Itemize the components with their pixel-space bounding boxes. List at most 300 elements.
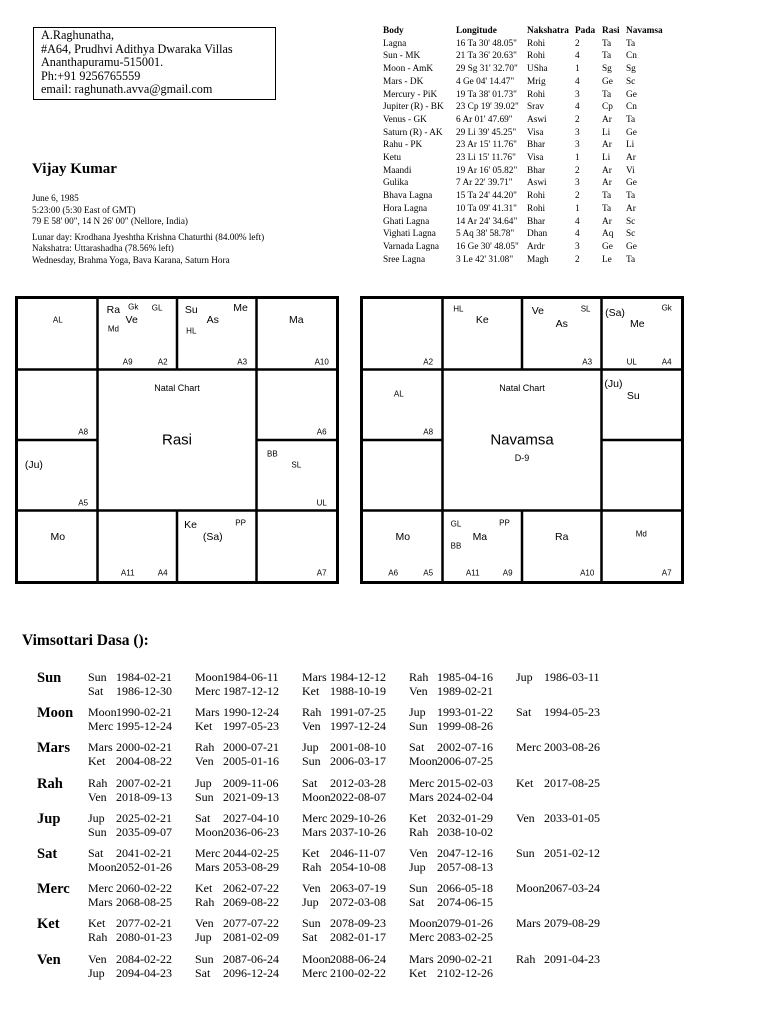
sub-period-planet: Ven [195, 754, 214, 769]
sub-period-planet: Mars [409, 951, 434, 966]
sub-period-planet: Mars [88, 740, 113, 755]
chart-title: Natal Chart [154, 383, 200, 393]
table-cell: Ge [626, 178, 637, 189]
dasa-sub-period [88, 860, 194, 875]
table-cell: Aswi [527, 114, 547, 125]
chart-planet: Su [184, 304, 198, 317]
col-rasi: Rasi [602, 26, 620, 36]
chart-planet: Ma [288, 314, 304, 327]
dasa-sub-period [88, 705, 194, 720]
table-cell: Saturn (R) - AK [383, 127, 443, 138]
chart-house-number: A5 [78, 498, 89, 507]
dasa-sub-period [302, 740, 408, 755]
dasa-sub-period [88, 811, 194, 826]
chart-planet: Me [629, 317, 645, 330]
table-cell: Ta [626, 38, 636, 49]
dasa-sub-period [409, 966, 515, 981]
table-cell: Aq [602, 229, 614, 240]
sub-period-planet: Sat [409, 895, 425, 910]
table-cell: Li [602, 153, 611, 164]
sub-period-date: 2033-01-05 [544, 810, 600, 825]
sub-period-date: 2000-07-21 [223, 740, 279, 755]
sub-period-date: 2002-07-16 [437, 740, 493, 755]
sub-period-planet: Mars [195, 705, 220, 720]
table-cell: 4 [575, 229, 580, 240]
sub-period-date: 2041-02-21 [116, 845, 172, 860]
sub-period-date: 2003-08-26 [544, 740, 600, 755]
sub-period-planet: Sun [88, 670, 107, 684]
table-cell: Ta [626, 191, 636, 202]
dasa-sub-period [409, 754, 515, 769]
chart-house-number: A11 [465, 568, 480, 578]
dasa-sub-period [195, 846, 301, 861]
table-cell: 3 [575, 178, 580, 189]
table-cell: Ar [602, 114, 612, 125]
sub-period-date: 2035-09-07 [116, 824, 172, 839]
sub-period-planet: Moon [409, 754, 438, 769]
table-header [383, 25, 666, 38]
dasa-sub-period [302, 916, 408, 931]
sub-period-date: 2087-06-24 [223, 951, 279, 966]
dasa-sub-period [88, 719, 194, 734]
col-longitude: Longitude [456, 26, 497, 36]
table-cell: Ar [602, 178, 612, 189]
sub-period-date: 2078-09-23 [330, 916, 386, 931]
dasa-period-name: Ven [37, 951, 61, 968]
dasa-sub-period [88, 754, 194, 769]
chart-house-number: A8 [78, 427, 89, 437]
sub-period-date: 2067-03-24 [544, 881, 600, 896]
table-cell: Vighati Lagna [383, 229, 436, 240]
sub-period-planet: Sat [88, 684, 104, 698]
birth-date: June 6, 1985 [32, 193, 79, 203]
col-pada: Pada [575, 26, 596, 36]
dasa-sub-period [88, 966, 194, 981]
table-cell: 16 Ta 30' 48.05" [456, 38, 517, 49]
table-cell: 7 Ar 22' 39.71" [456, 178, 513, 189]
chart-house-number: A6 [388, 568, 399, 578]
sub-period-planet: Sun [302, 754, 321, 769]
table-cell: 4 [575, 216, 580, 227]
table-cell: 29 Sg 31' 32.70" [456, 64, 518, 75]
table-cell: Ge [626, 241, 637, 252]
sub-period-planet: Sat [88, 845, 104, 860]
sub-period-date: 1991-07-25 [330, 705, 386, 720]
table-row [383, 114, 666, 127]
chart-planet: Mo [395, 531, 411, 544]
table-cell: 23 Li 15' 11.76" [456, 153, 516, 164]
sub-period-planet: Sat [409, 740, 425, 755]
dasa-sub-period [516, 811, 622, 826]
sub-period-date: 1997-12-24 [330, 719, 386, 734]
table-cell: Ta [602, 38, 612, 49]
table-cell: 10 Ta 09' 41.31" [456, 203, 517, 214]
table-row [383, 165, 666, 178]
sub-period-date: 2080-01-23 [116, 930, 172, 945]
table-cell: Sree Lagna [383, 254, 426, 265]
sub-period-planet: Moon [302, 951, 331, 966]
table-cell: 21 Ta 36' 20.63" [456, 51, 517, 62]
dasa-sub-period [302, 966, 408, 981]
sub-period-date: 2015-02-03 [437, 775, 493, 790]
table-cell: Sun - MK [383, 51, 421, 62]
chart-house-number: A7 [661, 568, 672, 578]
sub-period-date: 1990-02-21 [116, 705, 172, 720]
sub-period-planet: Merc [195, 845, 221, 860]
sub-period-planet: Moon [516, 881, 545, 896]
sub-period-planet: Moon [195, 824, 224, 839]
sub-period-planet: Jup [302, 895, 319, 910]
dasa-sub-period [302, 860, 408, 875]
chart-house-number: A10 [314, 357, 329, 366]
dasa-sub-period [88, 776, 194, 791]
dasa-sub-period [195, 966, 301, 981]
table-cell: 3 [575, 89, 580, 100]
dasa-sub-period [195, 719, 301, 734]
dasa-sub-period [409, 895, 515, 910]
table-cell: Aswi [527, 178, 547, 189]
chart-house-number: A3 [237, 357, 248, 366]
dasa-sub-period [302, 790, 408, 805]
table-cell: Sg [626, 64, 636, 75]
sub-period-planet: Ket [88, 916, 106, 931]
chart-house-number: A11 [120, 568, 135, 578]
table-cell: Ar [626, 203, 636, 214]
dasa-sub-period [409, 705, 515, 720]
chart-planet: Md [107, 324, 119, 334]
sub-period-planet: Sat [195, 965, 211, 980]
sub-period-date: 2022-08-07 [330, 789, 386, 804]
dasa-period-name: Moon [37, 705, 74, 722]
dasa-sub-period [409, 930, 515, 945]
table-cell: 2 [575, 114, 580, 125]
sub-period-planet: Mars [516, 916, 541, 931]
sub-period-planet: Sat [302, 775, 318, 790]
sub-period-planet: Merc [409, 930, 435, 945]
table-cell: 4 [575, 51, 580, 62]
table-cell: Ar [602, 140, 612, 151]
dasa-sub-period [195, 811, 301, 826]
chart-planet: Ra [106, 303, 121, 316]
sub-period-planet: Mars [409, 789, 434, 804]
table-row [383, 38, 666, 51]
sub-period-date: 1999-08-26 [437, 719, 493, 734]
sub-period-date: 2054-10-08 [330, 859, 386, 874]
sub-period-planet: Moon [88, 705, 117, 720]
table-cell: Ge [602, 241, 613, 252]
table-cell: 4 [575, 76, 580, 87]
table-cell: Rohi [527, 38, 546, 49]
dasa-sub-period [302, 952, 408, 967]
dasa-sub-period [195, 916, 301, 931]
chart-planet: GL [151, 303, 163, 313]
sub-period-date: 2017-08-25 [544, 775, 600, 790]
col-nakshatra: Nakshatra [527, 26, 569, 36]
sub-period-planet: Sun [302, 916, 321, 931]
chart-planet: (Sa) [202, 531, 223, 544]
sub-period-planet: Ket [516, 775, 534, 790]
sub-period-planet: Rah [195, 740, 215, 755]
chart-house-number: A2 [157, 357, 168, 366]
chart-house-number: A4 [157, 568, 168, 578]
table-cell: Rohi [527, 203, 546, 214]
table-cell: Ta [602, 203, 612, 214]
table-row [383, 241, 666, 254]
dasa-sub-period [195, 895, 301, 910]
chart-planet: Me [233, 302, 248, 315]
sub-period-date: 2072-03-08 [330, 895, 386, 910]
table-cell: 6 Ar 01' 47.69" [456, 114, 513, 125]
sub-period-date: 2079-01-26 [437, 916, 493, 931]
table-cell: 1 [575, 203, 580, 214]
table-cell: Ta [626, 114, 636, 125]
table-cell: Cn [626, 102, 637, 113]
dasa-sub-period [88, 952, 194, 967]
dasa-sub-period [516, 952, 622, 967]
table-cell: Ar [602, 165, 612, 176]
sub-period-planet: Rah [88, 930, 108, 945]
chart-name: Rasi [161, 431, 193, 449]
table-cell: Bhar [527, 140, 546, 151]
navamsa-chart [360, 296, 684, 584]
sub-period-date: 2069-08-22 [223, 895, 279, 910]
table-cell: Ge [602, 76, 613, 87]
chart-planet: GL [450, 519, 462, 529]
sub-period-date: 2005-01-16 [223, 754, 279, 769]
dasa-sub-period [516, 776, 622, 791]
table-cell: 2 [575, 165, 580, 176]
table-cell: Ta [602, 89, 612, 100]
address-box [33, 27, 276, 100]
table-cell: Rahu - PK [383, 140, 423, 151]
col-body: Body [383, 26, 404, 36]
dasa-sub-period [88, 930, 194, 945]
table-cell: Ghati Lagna [383, 216, 430, 227]
table-cell: Ardr [527, 241, 545, 252]
dasa-sub-period [409, 790, 515, 805]
table-cell: Visa [527, 127, 544, 138]
col-navamsa: Navamsa [626, 26, 663, 36]
sub-period-planet: Jup [516, 670, 533, 684]
sub-period-planet: Rah [409, 824, 429, 839]
sub-period-planet: Ven [302, 719, 321, 734]
table-cell: Cn [626, 51, 637, 62]
dasa-sub-period [409, 776, 515, 791]
table-cell: 3 Le 42' 31.08" [456, 254, 514, 265]
table-cell: Varnada Lagna [383, 241, 440, 252]
table-cell: Lagna [383, 38, 407, 49]
sub-period-planet: Ket [195, 881, 213, 896]
sub-period-planet: Ven [409, 684, 428, 698]
dasa-period-name: Ket [37, 916, 60, 933]
dasa-sub-period [302, 895, 408, 910]
dasa-sub-period [195, 860, 301, 875]
sub-period-planet: Merc [302, 965, 328, 980]
chart-title: Natal Chart [499, 383, 545, 393]
sub-period-planet: Moon [195, 670, 224, 684]
table-cell: 23 Ar 15' 11.76" [456, 140, 517, 151]
dasa-sub-period [195, 881, 301, 896]
sub-period-date: 2009-11-06 [223, 775, 279, 790]
dasa-period-name: Rah [37, 775, 63, 792]
table-cell: Sg [602, 64, 612, 75]
dasa-sub-period [195, 670, 301, 685]
dasa-sub-period [516, 705, 622, 720]
birth-time: 5:23:00 (5:30 East of GMT) [32, 204, 136, 215]
table-cell: Ar [626, 153, 636, 164]
sub-period-planet: Ket [302, 684, 320, 698]
table-cell: Dhan [527, 229, 548, 240]
sub-period-date: 1986-03-11 [544, 670, 600, 684]
sub-period-date: 2083-02-25 [437, 930, 493, 945]
sub-period-planet: Jup [88, 810, 105, 825]
dasa-sub-period [409, 952, 515, 967]
email: email: raghunath.avva@gmail.com [41, 82, 213, 97]
sub-period-date: 1984-12-12 [330, 670, 386, 684]
sub-period-planet: Ket [409, 810, 427, 825]
chart-house-number: A3 [582, 357, 593, 366]
sub-period-planet: Moon [88, 859, 117, 874]
dasa-sub-period [409, 670, 515, 685]
table-cell: Sc [626, 76, 636, 87]
sub-period-planet: Moon [302, 789, 331, 804]
sub-period-date: 2006-07-25 [437, 754, 493, 769]
table-row [383, 63, 666, 76]
chart-planet: Ma [472, 531, 488, 544]
sub-period-planet: Merc [195, 684, 221, 698]
dasa-sub-period [302, 825, 408, 840]
dasa-sub-period [195, 930, 301, 945]
table-cell: 23 Cp 19' 39.02" [456, 102, 519, 113]
sub-period-planet: Sun [195, 789, 214, 804]
sub-period-planet: Merc [409, 775, 435, 790]
birth-place: 79 E 58' 00", 14 N 26' 00" (Nellore, India) [32, 216, 188, 226]
table-cell: 5 Aq 38' 58.78" [456, 229, 515, 240]
dasa-period-name: Merc [37, 881, 70, 898]
chart-planet: Mo [50, 531, 66, 544]
chart-planet: BB [267, 449, 278, 459]
table-cell: Ta [602, 191, 612, 202]
table-cell: 3 [575, 140, 580, 151]
sub-period-date: 2000-02-21 [116, 740, 172, 755]
dasa-sub-period [409, 740, 515, 755]
table-cell: 4 [575, 102, 580, 113]
sub-period-date: 1990-12-24 [223, 705, 279, 720]
table-row [383, 101, 666, 114]
sub-period-planet: Ven [88, 789, 107, 804]
sub-period-date: 2082-01-17 [330, 930, 386, 945]
table-cell: 4 Ge 04' 14.47" [456, 76, 515, 87]
chart-planet: PP [499, 518, 510, 528]
dasa-sub-period [409, 719, 515, 734]
sub-period-date: 1986-12-30 [116, 684, 172, 698]
table-cell: 14 Ar 24' 34.64" [456, 216, 518, 227]
sub-period-planet: Rah [302, 859, 322, 874]
dasa-sub-period [516, 846, 622, 861]
sub-period-planet: Rah [302, 705, 322, 720]
dasa-sub-period [88, 846, 194, 861]
table-cell: Ge [626, 89, 637, 100]
table-cell: 1 [575, 153, 580, 164]
table-cell: Rohi [527, 51, 546, 62]
sub-period-date: 2024-02-04 [437, 789, 493, 804]
chart-house-number: A5 [423, 568, 434, 578]
dasa-sub-period [195, 825, 301, 840]
chart-planet: Ve [531, 304, 545, 317]
dasa-sub-period [409, 916, 515, 931]
table-cell: Moon - AmK [383, 64, 434, 75]
sub-period-planet: Sun [409, 881, 428, 896]
sub-period-planet: Mars [195, 859, 220, 874]
dasa-sub-period [88, 825, 194, 840]
chart-planet: Ke [475, 314, 489, 327]
sub-period-planet: Jup [195, 775, 212, 790]
chart-planet: BB [450, 541, 462, 551]
table-cell: Srav [527, 102, 545, 113]
chart-planet: AL [52, 315, 63, 325]
dasa-sub-period [88, 916, 194, 931]
chart-planet: Gk [661, 303, 672, 313]
chart-planet: (Ju) [24, 458, 43, 471]
sub-period-date: 2053-08-29 [223, 859, 279, 874]
table-cell: Bhar [527, 216, 546, 227]
sub-period-date: 2074-06-15 [437, 895, 493, 910]
sub-period-date: 1993-01-22 [437, 705, 493, 720]
dasa-sub-period [302, 754, 408, 769]
table-row [383, 152, 666, 165]
sub-period-date: 2096-12-24 [223, 965, 279, 980]
chart-house-number: A9 [122, 357, 133, 366]
chart-planet: AL [393, 389, 404, 399]
chart-house-number: UL [626, 357, 637, 366]
chart-house-number: A7 [316, 568, 327, 578]
table-cell: Le [602, 254, 612, 265]
dasa-sub-period [409, 846, 515, 861]
sub-period-date: 2090-02-21 [437, 951, 493, 966]
sub-period-date: 2032-01-29 [437, 810, 493, 825]
sub-period-date: 2066-05-18 [437, 881, 493, 896]
chart-house-number: A10 [580, 568, 595, 578]
table-row [383, 177, 666, 190]
sub-period-date: 1994-05-23 [544, 705, 600, 720]
sub-period-planet: Sun [88, 824, 107, 839]
sub-period-date: 2021-09-13 [223, 789, 279, 804]
sub-period-planet: Rah [516, 951, 536, 966]
sub-period-date: 2047-12-16 [437, 845, 493, 860]
rasi-chart [15, 296, 339, 584]
chart-subtitle: D-9 [514, 453, 530, 463]
sub-period-date: 2091-04-23 [544, 951, 600, 966]
sub-period-date: 2081-02-09 [223, 930, 279, 945]
sub-period-planet: Jup [409, 859, 426, 874]
table-row [383, 203, 666, 216]
table-cell: 2 [575, 191, 580, 202]
sub-period-planet: Sun [195, 951, 214, 966]
sub-period-date: 2088-06-24 [330, 951, 386, 966]
sub-period-date: 2100-02-22 [330, 965, 386, 980]
table-cell: 2 [575, 254, 580, 265]
table-cell: Ketu [383, 153, 402, 164]
sub-period-date: 2018-09-13 [116, 789, 172, 804]
dasa-title: Vimsottari Dasa (): [22, 632, 149, 649]
sub-period-planet: Merc [516, 740, 542, 755]
sub-period-date: 2077-02-21 [116, 916, 172, 931]
dasa-period-name: Sat [37, 845, 58, 862]
chart-planet: HL [453, 304, 464, 314]
sub-period-date: 2027-04-10 [223, 810, 279, 825]
dasa-sub-period [302, 846, 408, 861]
dasa-sub-period [88, 895, 194, 910]
